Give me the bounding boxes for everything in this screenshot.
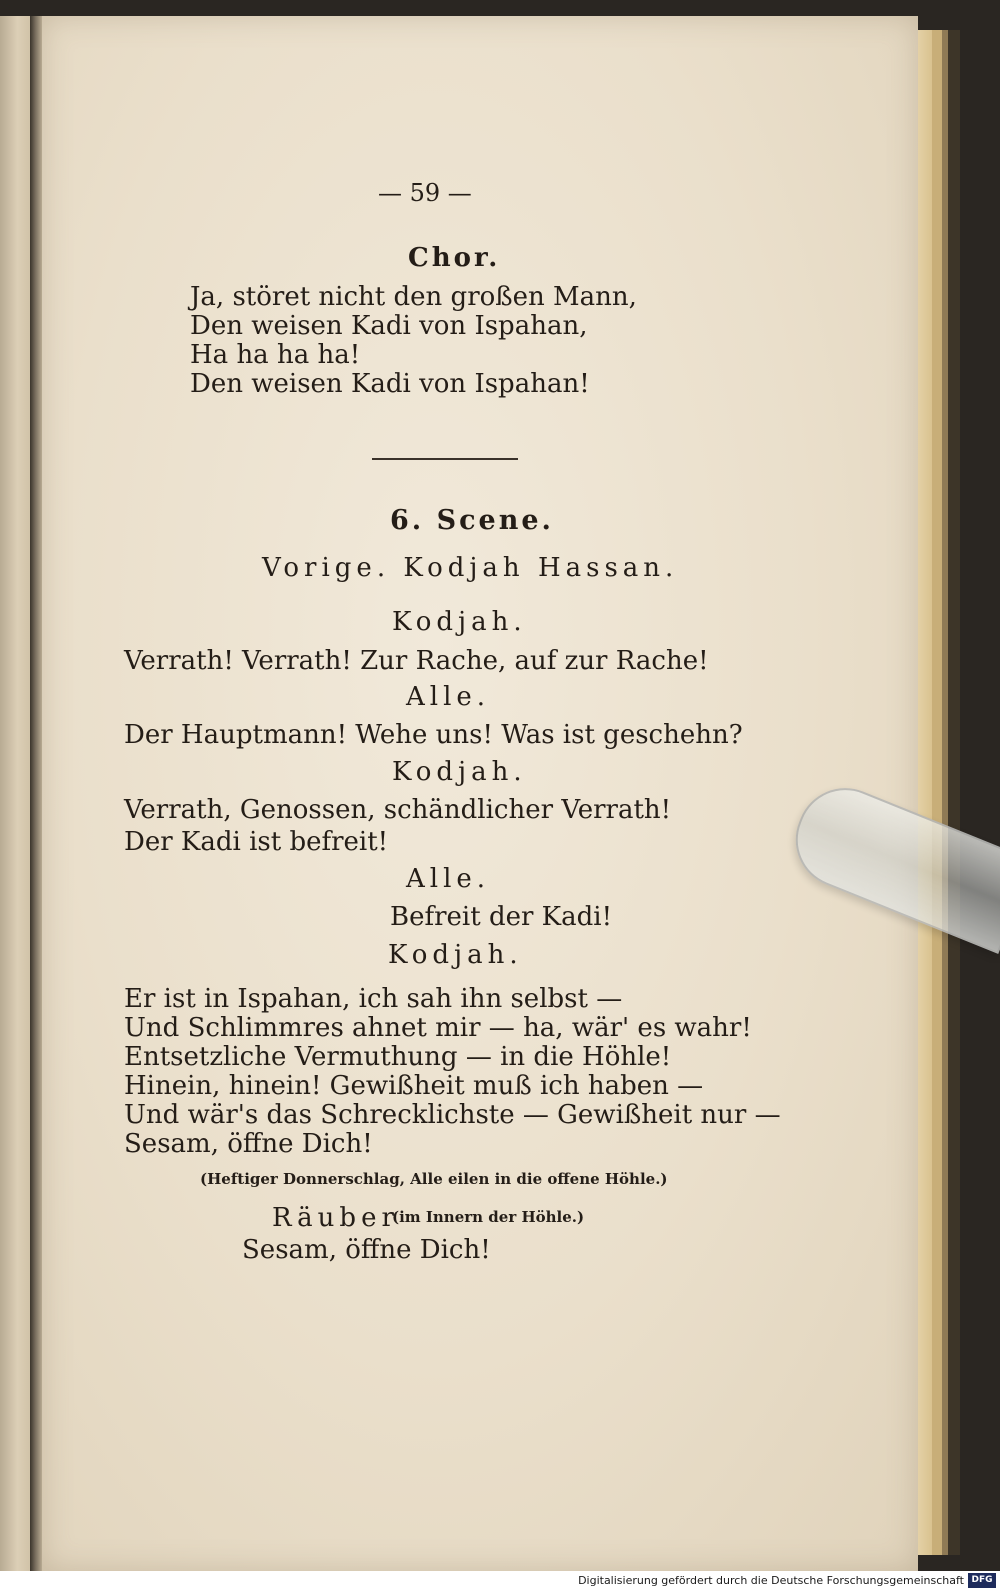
dfg-logo: DFG: [968, 1573, 996, 1588]
chorus-line: Den weisen Kadi von Ispahan!: [190, 369, 590, 399]
dialogue-line: Befreit der Kadi!: [390, 902, 613, 932]
chorus-line: Ha ha ha ha!: [190, 340, 361, 370]
dialogue-line: Hinein, hinein! Gewißheit muß ich haben —: [124, 1071, 704, 1101]
dialogue-line: Sesam, öffne Dich!: [124, 1129, 373, 1159]
speaker-name: Alle.: [406, 864, 491, 894]
chorus-heading: Chor.: [408, 243, 501, 273]
speaker-name: Kodjah.: [392, 607, 527, 637]
scene-cast: Vorige. Kodjah Hassan.: [262, 553, 679, 583]
stage-direction: (im Innern der Höhle.): [392, 1208, 585, 1226]
section-divider: [372, 458, 518, 460]
speaker-name: Kodjah.: [388, 940, 523, 970]
footer-credit: Digitalisierung gefördert durch die Deutsche Forschungsgemeinschaft: [578, 1574, 964, 1587]
chorus-line: Den weisen Kadi von Ispahan,: [190, 311, 588, 341]
page-edge-stack: [948, 30, 960, 1555]
dialogue-line: Und wär's das Schrecklichste — Gewißheit nur —: [124, 1100, 781, 1130]
left-page-edge: [0, 16, 32, 1571]
stage-direction: (Heftiger Donnerschlag, Alle eilen in die offene Höhle.): [200, 1170, 668, 1188]
page-edge-stack: [918, 30, 932, 1555]
dialogue-line: Sesam, öffne Dich!: [242, 1235, 491, 1265]
scene-title: 6. Scene.: [390, 505, 554, 536]
dialogue-line: Und Schlimmres ahnet mir — ha, wär' es wahr!: [124, 1013, 752, 1043]
dialogue-line: Er ist in Ispahan, ich sah ihn selbst —: [124, 984, 623, 1014]
dialogue-line: Der Hauptmann! Wehe uns! Was ist geschehn?: [124, 720, 743, 750]
dialogue-line: Der Kadi ist befreit!: [124, 827, 389, 857]
footer-bar: [0, 1571, 1000, 1591]
speaker-name: Räuber: [272, 1203, 399, 1233]
page-number: — 59 —: [378, 179, 472, 207]
speaker-name: Alle.: [406, 682, 491, 712]
dialogue-line: Entsetzliche Vermuthung — in die Höhle!: [124, 1042, 672, 1072]
page-edge-stack: [932, 30, 942, 1555]
dialogue-line: Verrath! Verrath! Zur Rache, auf zur Rache!: [124, 646, 709, 676]
chorus-line: Ja, störet nicht den großen Mann,: [190, 282, 637, 312]
speaker-name: Kodjah.: [392, 757, 527, 787]
dialogue-line: Verrath, Genossen, schändlicher Verrath!: [124, 795, 672, 825]
